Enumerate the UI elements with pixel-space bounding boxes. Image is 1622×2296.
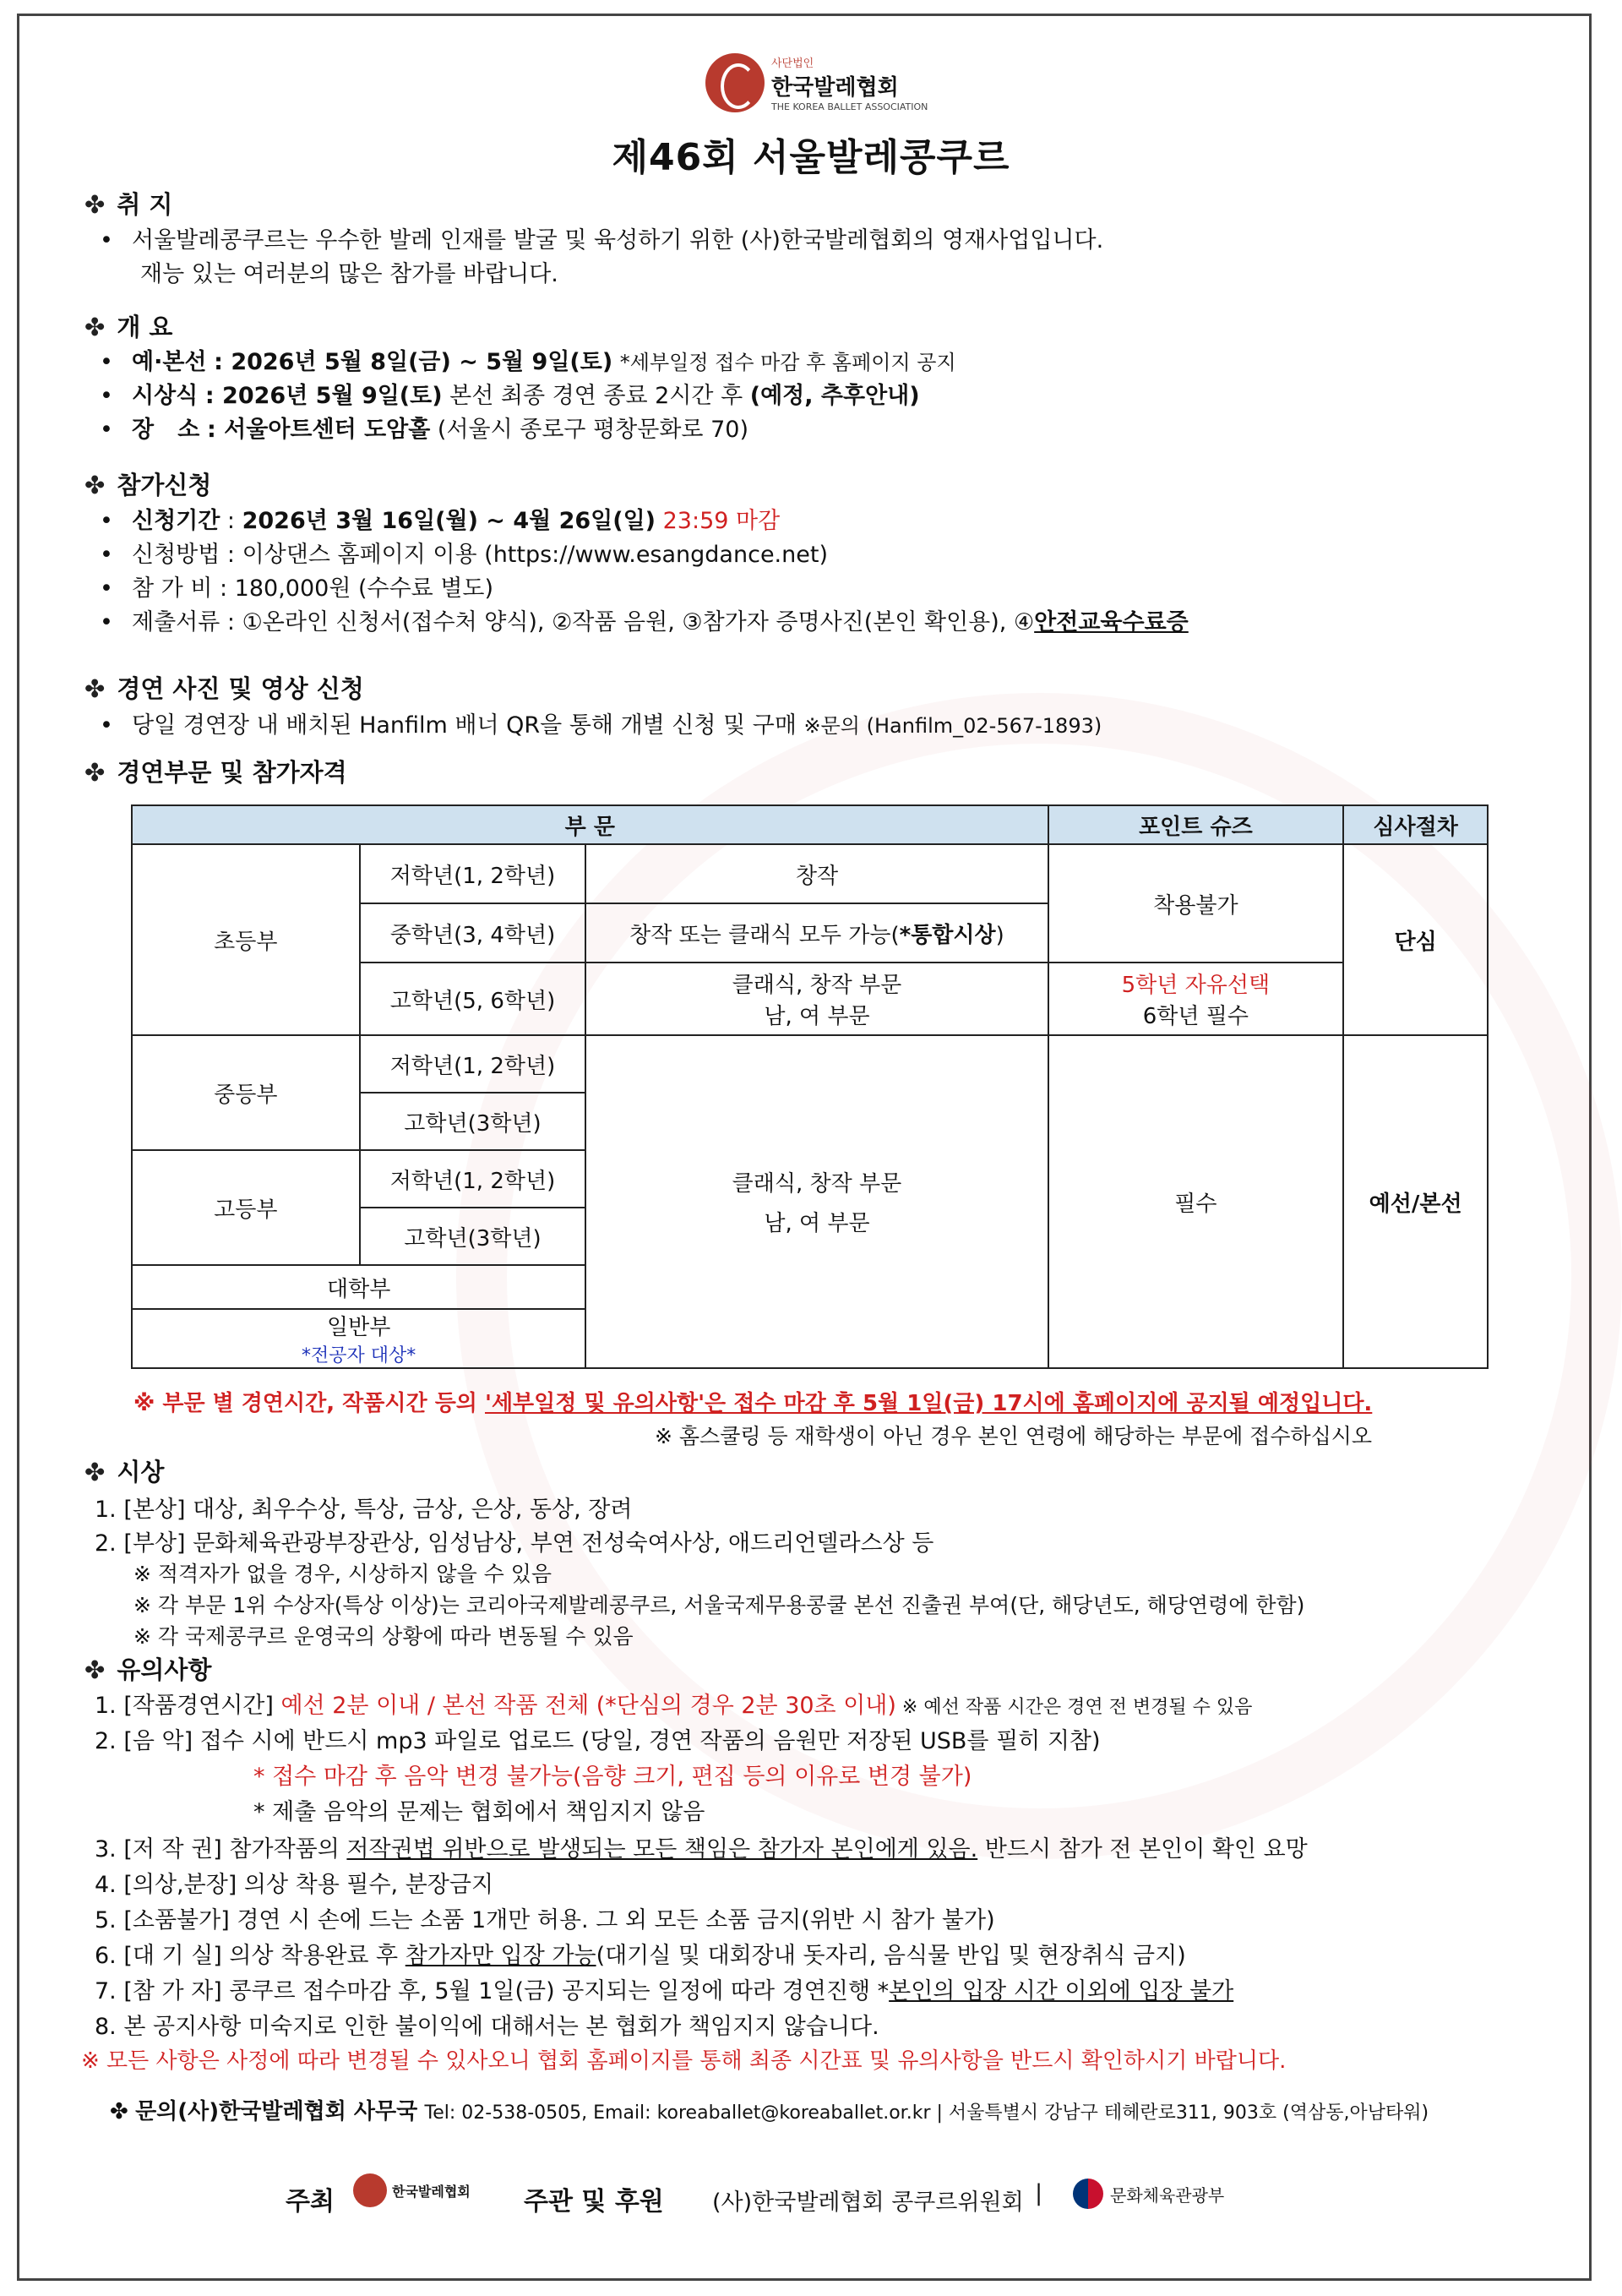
note-line4: 4. [의상,분장] 의상 착용 필수, 분장금지 xyxy=(95,1872,494,1898)
clover-icon: ✤ xyxy=(84,471,106,499)
clover-icon: ✤ xyxy=(84,1655,106,1684)
inquiry-line: ✤ 문의(사)한국발레협회 사무국 Tel: 02-538-0505, Email: koreaballet@koreaballet.or.kr | 서울특별시 강남구 테헤란로311, 903호 (역삼동,아남타워) xyxy=(110,2099,1429,2124)
taegeuk-icon xyxy=(1073,2179,1103,2209)
purpose-line2: 재능 있는 여러분의 많은 참가를 바랍니다. xyxy=(140,261,558,287)
note-line8: 8. 본 공지사항 미숙지로 인한 불이익에 대해서는 본 협회가 책임지지 않습니다. xyxy=(95,2014,879,2040)
cell-high: 고등부 xyxy=(132,1150,360,1265)
note-line2-b: * 제출 음악의 문제는 협회에서 책임지지 않음 xyxy=(253,1799,705,1825)
organizer-label: 주관 및 후원 xyxy=(524,2187,664,2217)
app-documents: • 제출서류 : ①온라인 신청서(접수처 양식), ②작품 음원, ③참가자 증명사진(본인 확인용), ④안전교육수료증 xyxy=(100,609,1189,635)
note-line6: 6. [대 기 실] 의상 착용완료 후 참가자만 입장 가능(대기실 및 대회장내 돗자리, 음식물 반입 및 현장취식 금지) xyxy=(95,1943,1186,1969)
cell-shoe2: 5학년 자유선택 6학년 필수 xyxy=(1048,963,1344,1035)
note-line1: 1. [작품경연시간] 예선 2분 이내 / 본선 작품 전체 (*단심의 경우 2분 30초 이내) ※ 예선 작품 시간은 경연 전 변경될 수 있음 xyxy=(95,1693,1253,1719)
cell-m1: 저학년(1, 2학년) xyxy=(360,1035,586,1093)
overview-row-contest: • 예·본선 : 2026년 5월 8일(금) ~ 5월 9일(토) *세부일정 접수 마감 후 홈페이지 공지 xyxy=(100,349,956,375)
cell-e1c: 창작 xyxy=(585,844,1048,903)
section-photo-video: ✤ 경연 사진 및 영상 신청 xyxy=(84,674,364,703)
overview-row-ceremony: • 시상식 : 2026년 5월 9일(토) 본선 최종 경연 종료 2시간 후 (예정, 추후안내) xyxy=(100,383,920,409)
purpose-line1: 서울발레콩쿠르는 우수한 발레 인재를 발굴 및 육성하기 위한 (사)한국발레협회의 영재사업입니다. xyxy=(132,227,1104,254)
logo-small: 사단법인 xyxy=(771,57,814,70)
clover-icon: ✤ xyxy=(84,758,106,787)
cell-judge2: 예선/본선 xyxy=(1343,1035,1488,1368)
association-logo xyxy=(705,51,928,115)
th-judging: 심사절차 xyxy=(1343,805,1488,844)
ballet-dancer-icon xyxy=(353,2173,387,2207)
overview-row-venue: • 장 소 : 서울아트센터 도암홀 (서울시 종로구 평창문화로 70) xyxy=(100,417,748,443)
cell-e3c: 클래식, 창작 부문 남, 여 부문 xyxy=(585,963,1048,1035)
awards-sub: 2. [부상] 문화체육관광부장관상, 임성남상, 부연 전성숙여사상, 애드리언델라스상 등 xyxy=(95,1530,934,1557)
note-final: ※ 모든 사항은 사정에 따라 변경될 수 있사오니 협회 홈페이지를 통해 최종 시간표 및 유의사항을 반드시 확인하시기 바랍니다. xyxy=(81,2048,1287,2074)
cell-e1: 저학년(1, 2학년) xyxy=(360,844,586,903)
cell-h1: 저학년(1, 2학년) xyxy=(360,1150,586,1208)
note-homeschool: ※ 홈스쿨링 등 재학생이 아닌 경우 본인 연령에 해당하는 부문에 접수하십시오 xyxy=(655,1424,1373,1448)
cell-general: 일반부 *전공자 대상* xyxy=(132,1309,585,1368)
note-line5: 5. [소품불가] 경연 시 손에 드는 소품 1개만 허용. 그 외 모든 소품 금지(위반 시 참가 불가) xyxy=(95,1907,995,1933)
section-purpose: ✤ 취 지 xyxy=(84,190,173,219)
app-period: • 신청기간 : 2026년 3월 16일(월) ~ 4월 26일(일) 23:59 마감 xyxy=(100,508,781,534)
awards-main: 1. [본상] 대상, 최우수상, 특상, 금상, 은상, 동상, 장려 xyxy=(95,1497,633,1523)
cell-e3: 고학년(5, 6학년) xyxy=(360,963,586,1035)
note-line7: 7. [참 가 자] 콩쿠르 접수마감 후, 5월 1일(금) 공지되는 일정에 따라 경연진행 *본인의 입장 시간 이외에 입장 불가 xyxy=(95,1978,1234,2004)
app-fee: • 참 가 비 : 180,000원 (수수료 별도) xyxy=(100,575,494,602)
organizer-name: (사)한국발레협회 콩쿠르위원회 xyxy=(712,2190,1024,2216)
logo-name: 한국발레협회 xyxy=(771,74,899,101)
cell-common: 클래식, 창작 부문 남, 여 부문 xyxy=(585,1035,1048,1368)
th-division: 부 문 xyxy=(132,805,1048,844)
section-divisions: ✤ 경연부문 및 참가자격 xyxy=(84,758,347,787)
note-line2: 2. [음 악] 접수 시에 반드시 mp3 파일로 업로드 (당일, 경연 작품의 음원만 저장된 USB를 필히 지참) xyxy=(95,1728,1101,1754)
cell-judge1: 단심 xyxy=(1343,844,1488,1035)
cell-elementary: 초등부 xyxy=(132,844,360,1035)
section-application: ✤ 참가신청 xyxy=(84,471,212,499)
cell-middle: 중등부 xyxy=(132,1035,360,1150)
note-line3: 3. [저 작 권] 참가작품의 저작권법 위반으로 발생되는 모든 책임은 참가자 본인에게 있음. 반드시 참가 전 본인이 확인 요망 xyxy=(95,1836,1308,1862)
cell-shoe1: 착용불가 xyxy=(1048,844,1344,963)
cell-e2: 중학년(3, 4학년) xyxy=(360,903,586,963)
cell-e2c: 창작 또는 클래식 모두 가능(*통합시상) xyxy=(585,903,1048,963)
section-notes: ✤ 유의사항 xyxy=(84,1655,212,1684)
page-title: 제46회 서울발레콩쿠르 xyxy=(612,136,1010,179)
clover-icon: ✤ xyxy=(84,1458,106,1486)
divider: | xyxy=(1035,2180,1043,2206)
host-logo: 한국발레협회 xyxy=(353,2173,471,2207)
clover-icon: ✤ xyxy=(84,313,106,341)
section-overview: ✤ 개 요 xyxy=(84,313,173,341)
logo-eng: THE KOREA BALLET ASSOCIATION xyxy=(771,101,928,112)
th-pointe: 포인트 슈즈 xyxy=(1048,805,1344,844)
clover-icon: ✤ xyxy=(84,190,106,219)
cell-h2: 고학년(3학년) xyxy=(360,1208,586,1265)
ministry-logo: 문화체육관광부 xyxy=(1073,2179,1224,2209)
cell-shoe3: 필수 xyxy=(1048,1035,1344,1368)
ballet-dancer-icon xyxy=(705,53,765,112)
clover-icon: ✤ xyxy=(84,674,106,703)
photo-line: • 당일 경연장 내 배치된 Hanfilm 배너 QR을 통해 개별 신청 및 구매 ※문의 (Hanfilm_02-567-1893) xyxy=(100,712,1102,739)
host-label: 주최 xyxy=(286,2187,335,2217)
app-method: • 신청방법 : 이상댄스 홈페이지 이용 (https://www.esangdance.net) xyxy=(100,542,828,568)
divisions-table xyxy=(131,804,1489,1369)
awards-note2: ※ 각 부문 1위 수상자(특상 이상)는 코리아국제발레콩쿠르, 서울국제무용콩쿨 본선 진출권 부여(단, 해당년도, 해당연령에 한함) xyxy=(133,1593,1305,1617)
section-awards: ✤ 시상 xyxy=(84,1458,165,1486)
cell-univ: 대학부 xyxy=(132,1265,585,1309)
awards-note3: ※ 각 국제콩쿠르 운영국의 상황에 따라 변동될 수 있음 xyxy=(133,1624,634,1649)
clover-icon: ✤ xyxy=(110,2099,128,2124)
cell-m2: 고학년(3학년) xyxy=(360,1093,586,1150)
note-schedule: ※ 부문 별 경연시간, 작품시간 등의 '세부일정 및 유의사항'은 접수 마감 후 5월 1일(금) 17시에 홈페이지에 공지될 예정입니다. xyxy=(133,1391,1373,1416)
note-line2-red: * 접수 마감 후 음악 변경 불가능(음향 크기, 편집 등의 이유로 변경 불가) xyxy=(253,1764,972,1790)
awards-note1: ※ 적격자가 없을 경우, 시상하지 않을 수 있음 xyxy=(133,1562,552,1586)
